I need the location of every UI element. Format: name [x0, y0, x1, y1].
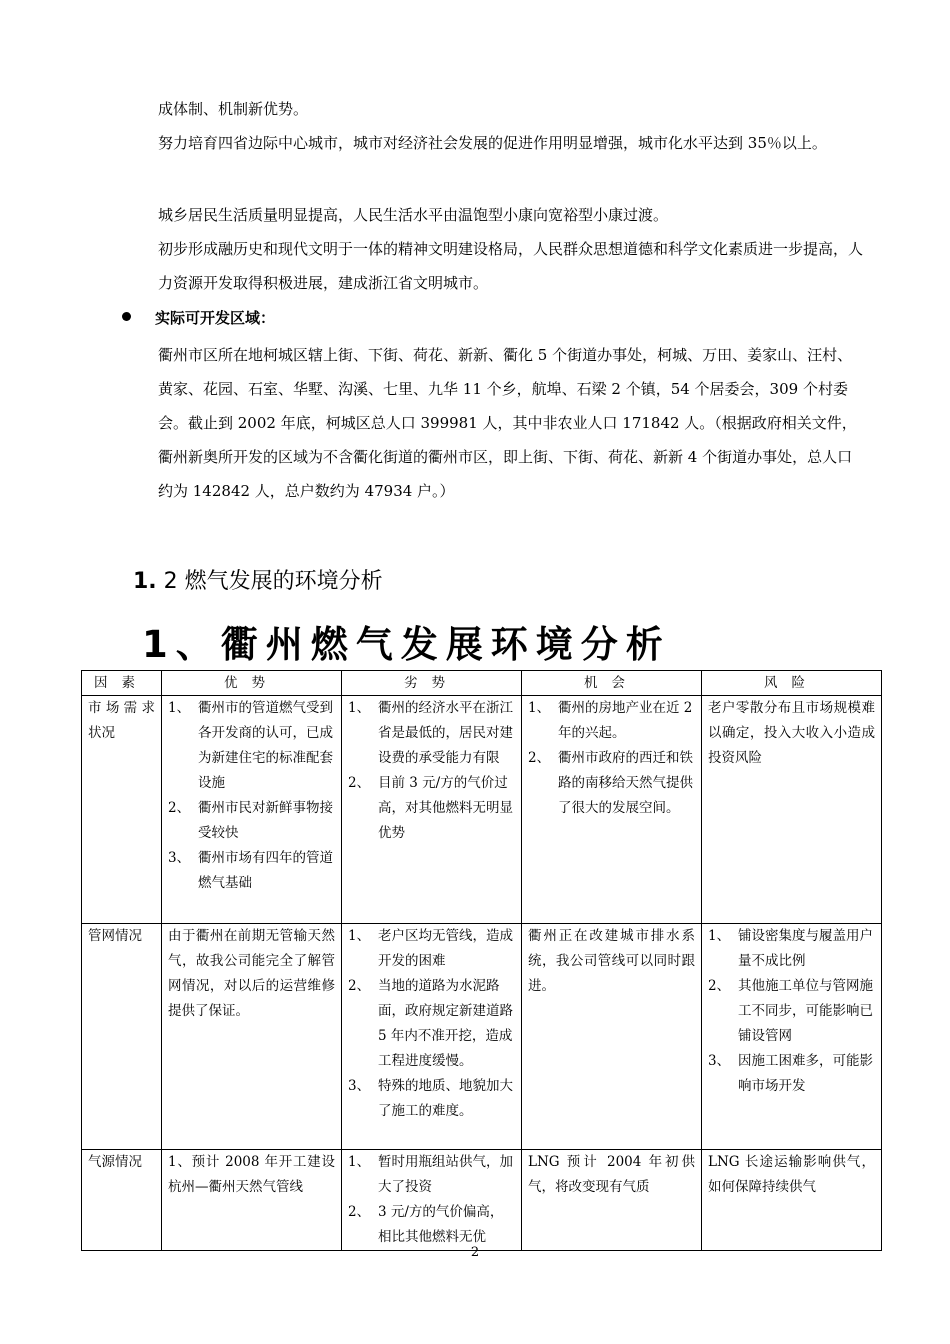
weaknesses-cell — [342, 1150, 522, 1251]
list-item: 1、 暂时用瓶组站供气，加大了投资 — [348, 1154, 513, 1195]
list-item: 1、 铺设密集度与履盖用户量不成比例 — [708, 928, 873, 969]
list-item: 2、 目前 3 元/方的气价过高，对其他燃料无明显优势 — [348, 775, 513, 841]
strengths-cell — [162, 696, 342, 924]
risks-cell: 老户零散分布且市场规模难以确定，投入大收入小造成投资风险 — [702, 696, 882, 924]
list-item: 2、 其他施工单位与管网施工不同步，可能影响已铺设管网 — [708, 978, 873, 1044]
strengths-cell: 1、预计 2008 年开工建设杭州—衢州天然气管线 — [162, 1150, 342, 1251]
table-row — [82, 924, 882, 1150]
list-item: 1、 衢州的房地产业在近 2 年的兴起。 — [528, 700, 693, 741]
swot-table — [81, 670, 882, 1251]
weaknesses-cell — [342, 696, 522, 924]
list-item: 3、 特殊的地质、地貌加大了施工的难度。 — [348, 1078, 513, 1119]
body-paragraph: 初步形成融历史和现代文明于一体的精神文明建设格局，人民群众思想道德和科学文化素质进一步提高，人力资源开发取得积极进展，建成浙江省文明城市。 — [158, 240, 864, 292]
body-paragraph: 成体制、机制新优势。 — [158, 100, 309, 118]
list-item: 1、 衢州市的管道燃气受到各开发商的认可，已成为新建住宅的标准配套设施 — [168, 700, 333, 791]
risks-cell: LNG 长途运输影响供气，如何保障持续供气 — [702, 1150, 882, 1251]
header-strengths: 优势 — [162, 671, 342, 696]
risks-cell — [702, 924, 882, 1150]
list-item: 3、 衢州市场有四年的管道燃气基础 — [168, 850, 333, 891]
section-number: 1. — [133, 569, 157, 594]
list-item: 2、 衢州市政府的西迁和铁路的南移给天然气提供了很大的发展空间。 — [528, 750, 693, 816]
list-item: 2、 3 元/方的气价偏高，相比其他燃料无优 — [348, 1204, 504, 1245]
section-title: 2 燃气发展的环境分析 — [163, 569, 383, 594]
page-number: 2 — [470, 1245, 480, 1260]
bullet-label: 实际可开发区域： — [155, 309, 276, 327]
list-item: 3、 因施工困难多，可能影响市场开发 — [708, 1053, 873, 1094]
header-factor: 因素 — [82, 671, 162, 696]
opportunities-cell: 衢州正在改建城市排水系统，我公司管线可以同时跟进。 — [522, 924, 702, 1150]
list-item: 1、 老户区均无管线，造成开发的困难 — [348, 928, 513, 969]
body-paragraph: 城乡居民生活质量明显提高，人民生活水平由温饱型小康向宽裕型小康过渡。 — [158, 206, 669, 224]
opportunities-cell — [522, 696, 702, 924]
table-header-row — [82, 671, 882, 696]
list-item: 1、 衢州的经济水平在浙江省是最低的，居民对建设费的承受能力有限 — [348, 700, 513, 766]
strengths-cell: 由于衢州在前期无管输天然气，故我公司能完全了解管网情况，对以后的运营维修提供了保证。 — [162, 924, 342, 1150]
list-item: 2、 衢州市民对新鲜事物接受较快 — [168, 800, 333, 841]
header-opportunities: 机会 — [522, 671, 702, 696]
opportunities-cell: LNG 预计 2004 年初供气，将改变现有气质 — [522, 1150, 702, 1251]
factor-cell: 气源情况 — [82, 1150, 162, 1251]
bullet-body-text: 衢州市区所在地柯城区辖上街、下街、荷花、新新、衢化 5 个街道办事处，柯城、万田、姜家山、汪村、黄家、花园、石室、华墅、沟溪、七里、九华 11 个乡，航埠、石梁 2 个镇，54 个居委会，309 个村委会。截止到 2002 年底，柯城区总人口 399981 人，其中非农业人口 171842 人。（根据政府相关文件，衢州新奥所开发的区域为不含衢化街道的衢州市区，即上街、下街、荷花、新新 4 个街道办事处，总人口约为 142842 人，总户数约为 47934 户。） — [158, 346, 857, 500]
header-risks: 风险 — [702, 671, 882, 696]
factor-cell: 管网情况 — [82, 924, 162, 1150]
weaknesses-cell — [342, 924, 522, 1150]
factor-cell: 市场需求状况 — [82, 696, 162, 924]
table-title: 1、衢州燃气发展环境分析 — [142, 623, 671, 666]
body-paragraph: 努力培育四省边际中心城市，城市对经济社会发展的促进作用明显增强，城市化水平达到 35％以上。 — [158, 134, 827, 152]
bullet-dot-icon — [122, 312, 131, 321]
table-row — [82, 1150, 882, 1251]
header-weaknesses: 劣势 — [342, 671, 522, 696]
section-heading — [133, 562, 383, 602]
bullet-item — [122, 304, 275, 332]
table-row — [82, 696, 882, 924]
list-item: 2、 当地的道路为水泥路面，政府规定新建道路 5 年内不准开挖，造成工程进度缓慢。 — [348, 978, 513, 1069]
